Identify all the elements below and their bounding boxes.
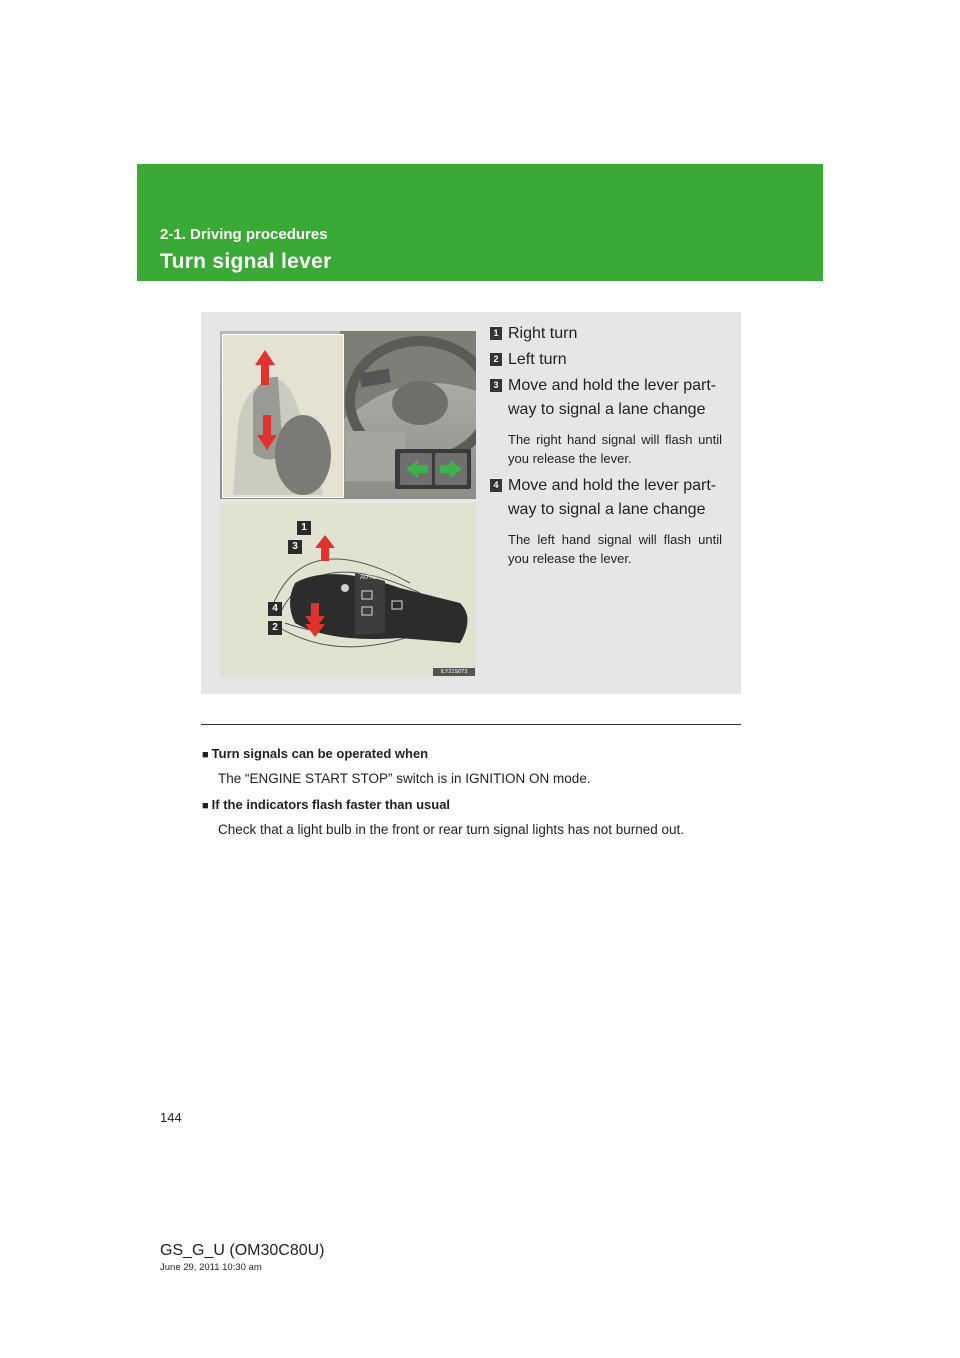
bullet-icon: ■	[202, 749, 209, 761]
document-date: June 29, 2011 10:30 am	[160, 1262, 262, 1273]
lever-drawing	[220, 503, 476, 677]
callout-4: 4	[268, 602, 282, 616]
legend-item-1	[490, 322, 722, 346]
document-id: GS_G_U (OM30C80U)	[160, 1242, 325, 1259]
info-heading-text: Turn signals can be operated when	[211, 746, 429, 761]
legend-text: Left turn	[508, 351, 567, 368]
callout-3: 3	[288, 540, 302, 554]
legend-item-3	[490, 374, 722, 468]
section-divider	[201, 724, 741, 725]
legend-text: Move and hold the lever part-way to signal a lane change	[508, 477, 717, 518]
section-label: 2-1. Driving procedures	[160, 226, 328, 243]
info-body-2: Check that a light bulb in the front or rear turn signal lights has not burned out.	[218, 822, 685, 837]
legend-text: Move and hold the lever part-way to signal a lane change	[508, 377, 717, 418]
info-body-1: The “ENGINE START STOP” switch is in IGNITION ON mode.	[218, 771, 591, 786]
page-number: 144	[160, 1110, 182, 1125]
header-band	[137, 164, 823, 281]
bullet-icon: ■	[202, 800, 209, 812]
legend-number: 3	[490, 379, 502, 392]
page-title: Turn signal lever	[160, 250, 332, 273]
image-code: ILY21S073	[433, 668, 475, 676]
legend-number: 4	[490, 479, 502, 492]
figure-legend	[490, 322, 722, 574]
legend-text: Right turn	[508, 325, 578, 342]
hand-illustration	[223, 335, 343, 497]
hand-inset-photo	[222, 334, 344, 498]
info-heading-2	[202, 797, 450, 812]
legend-number: 2	[490, 353, 502, 366]
info-heading-1	[202, 746, 428, 761]
legend-note: The right hand signal will flash until you release the lever.	[508, 432, 722, 466]
legend-item-4	[490, 474, 722, 568]
legend-number: 1	[490, 327, 502, 340]
callout-1: 1	[297, 521, 311, 535]
legend-note: The left hand signal will flash until you release the lever.	[508, 532, 722, 566]
info-heading-text: If the indicators flash faster than usual	[211, 797, 451, 812]
callout-2: 2	[268, 621, 282, 635]
legend-item-2	[490, 348, 722, 372]
lever-illustration	[220, 503, 476, 677]
lever-auto-label: AUTO	[360, 575, 377, 581]
